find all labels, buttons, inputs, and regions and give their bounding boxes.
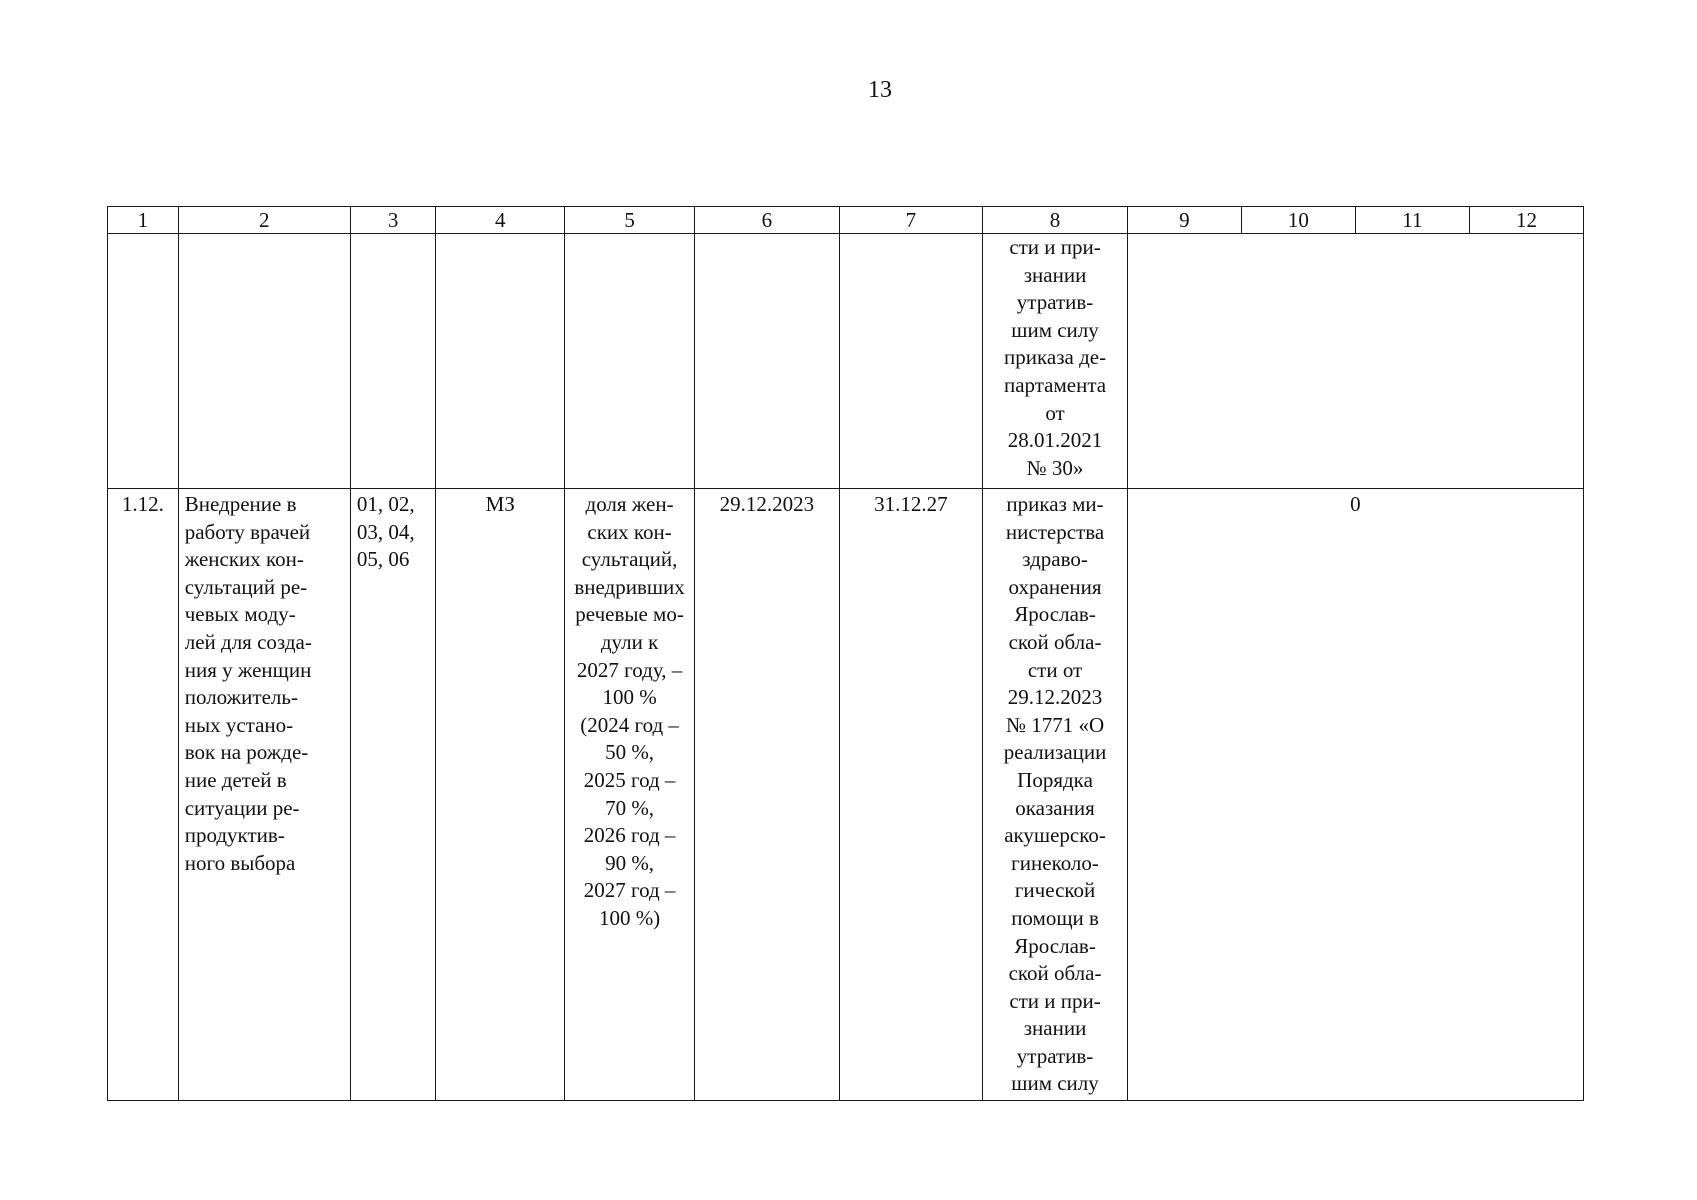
page-number: 13 (868, 77, 892, 103)
text-line: Порядка (1017, 767, 1093, 792)
text-line: от (1045, 400, 1065, 425)
text-line: знании (1023, 1016, 1087, 1041)
table-row-1-12 (108, 489, 1584, 1101)
column-number: 5 (565, 207, 695, 234)
empty-cell (178, 234, 350, 489)
document-cell (983, 489, 1128, 1101)
empty-cell (350, 234, 436, 489)
text-line: приказ ми- (1006, 492, 1104, 516)
text-line: доля жен- (585, 492, 674, 516)
text-line: ных устано- (184, 712, 294, 737)
text-line: гинеколо- (1011, 850, 1099, 875)
empty-merged-cell (1127, 234, 1583, 489)
text-line: 01, 02, (356, 492, 415, 516)
text-line: 2025 год – (583, 767, 676, 792)
text-line: реализации (1003, 740, 1107, 765)
text-line: 100 % (602, 685, 657, 710)
column-number: 6 (695, 207, 840, 234)
empty-cell (839, 234, 983, 489)
text-line: партамента (1003, 372, 1107, 397)
column-number: 10 (1241, 207, 1355, 234)
text-line: 05, 06 (356, 547, 410, 572)
indicator-cell (565, 489, 695, 1101)
text-line: внедривших (574, 574, 685, 599)
text-line: гической (1014, 878, 1096, 903)
end-date-cell: 31.12.27 (839, 489, 983, 1101)
text-line: сти от (1027, 657, 1083, 682)
column-number: 1 (108, 207, 179, 234)
text-line: 2026 год – (583, 823, 676, 848)
text-line: работу врачей (184, 519, 311, 544)
codes-cell (350, 489, 436, 1101)
text-line: речевые мо- (575, 602, 684, 627)
text-line: помощи в (1011, 905, 1099, 930)
text-line: ситуации ре- (184, 795, 300, 820)
text-line: ской обла- (1008, 629, 1102, 654)
text-line: № 1771 «О (1005, 712, 1105, 737)
document-continuation-cell (983, 234, 1128, 489)
column-number: 2 (178, 207, 350, 234)
text-line: 50 %, (605, 740, 655, 765)
text-line: 2027 году, – (576, 657, 683, 682)
column-number: 12 (1469, 207, 1583, 234)
text-line: сультаций, (581, 547, 678, 572)
text-line: шим силу (1011, 317, 1099, 342)
text-line: ния у женщин (184, 657, 312, 682)
text-line: приказа де- (1004, 345, 1107, 370)
text-line: Ярослав- (1014, 602, 1096, 627)
text-line: оказания (1015, 795, 1095, 820)
column-number: 3 (350, 207, 436, 234)
text-line: лей для созда- (184, 629, 312, 654)
start-date-cell: 29.12.2023 (695, 489, 840, 1101)
row-number: 1.12. (108, 489, 179, 1101)
text-line: нистерства (1005, 519, 1105, 544)
text-line: 100 %) (598, 905, 661, 930)
empty-cell (565, 234, 695, 489)
column-number: 4 (436, 207, 565, 234)
text-line: Ярослав- (1014, 933, 1096, 958)
text-line: акушерско- (1004, 823, 1106, 848)
text-line: утратив- (1016, 290, 1094, 315)
text-line: положитель- (184, 685, 298, 710)
text-line: вок на рожде- (184, 740, 309, 765)
column-number-row (108, 207, 1584, 234)
empty-cell (108, 234, 179, 489)
empty-cell (695, 234, 840, 489)
text-line: 90 %, (605, 850, 655, 875)
text-line: ской обла- (1008, 961, 1102, 986)
text-line: 28.01.2021 (1007, 428, 1103, 453)
text-line: чевых моду- (184, 602, 296, 627)
column-number: 8 (983, 207, 1128, 234)
column-number: 9 (1127, 207, 1241, 234)
continuation-row (108, 234, 1584, 489)
text-line: ного выбора (184, 850, 296, 875)
text-line: дули к (600, 629, 659, 654)
column-number: 11 (1355, 207, 1469, 234)
text-line: 70 %, (605, 795, 655, 820)
plan-table (107, 206, 1584, 1101)
funding-cell: 0 (1127, 489, 1583, 1101)
text-line: сультаций ре- (184, 574, 308, 599)
text-line: женских кон- (184, 547, 304, 572)
text-line: утратив- (1016, 1043, 1094, 1068)
empty-cell (436, 234, 565, 489)
text-line: ских кон- (587, 519, 672, 544)
text-line: здраво- (1022, 547, 1088, 572)
text-line: 03, 04, (356, 519, 415, 544)
text-line: знании (1023, 262, 1087, 287)
text-line: сти и при- (1009, 235, 1101, 259)
text-line: (2024 год – (580, 712, 679, 737)
measure-name-cell (178, 489, 350, 1101)
executor-cell: МЗ (436, 489, 565, 1101)
text-line: шим силу (1011, 1071, 1099, 1096)
text-line: охранения (1008, 574, 1102, 599)
text-line: сти и при- (1009, 988, 1101, 1013)
text-line: продуктив- (184, 823, 285, 848)
text-line: 2027 год – (583, 878, 676, 903)
text-line: 29.12.2023 (1007, 685, 1103, 710)
column-number: 7 (839, 207, 983, 234)
text-line: Внедрение в (184, 492, 297, 516)
text-line: № 30» (1026, 455, 1084, 480)
text-line: ние детей в (184, 767, 287, 792)
